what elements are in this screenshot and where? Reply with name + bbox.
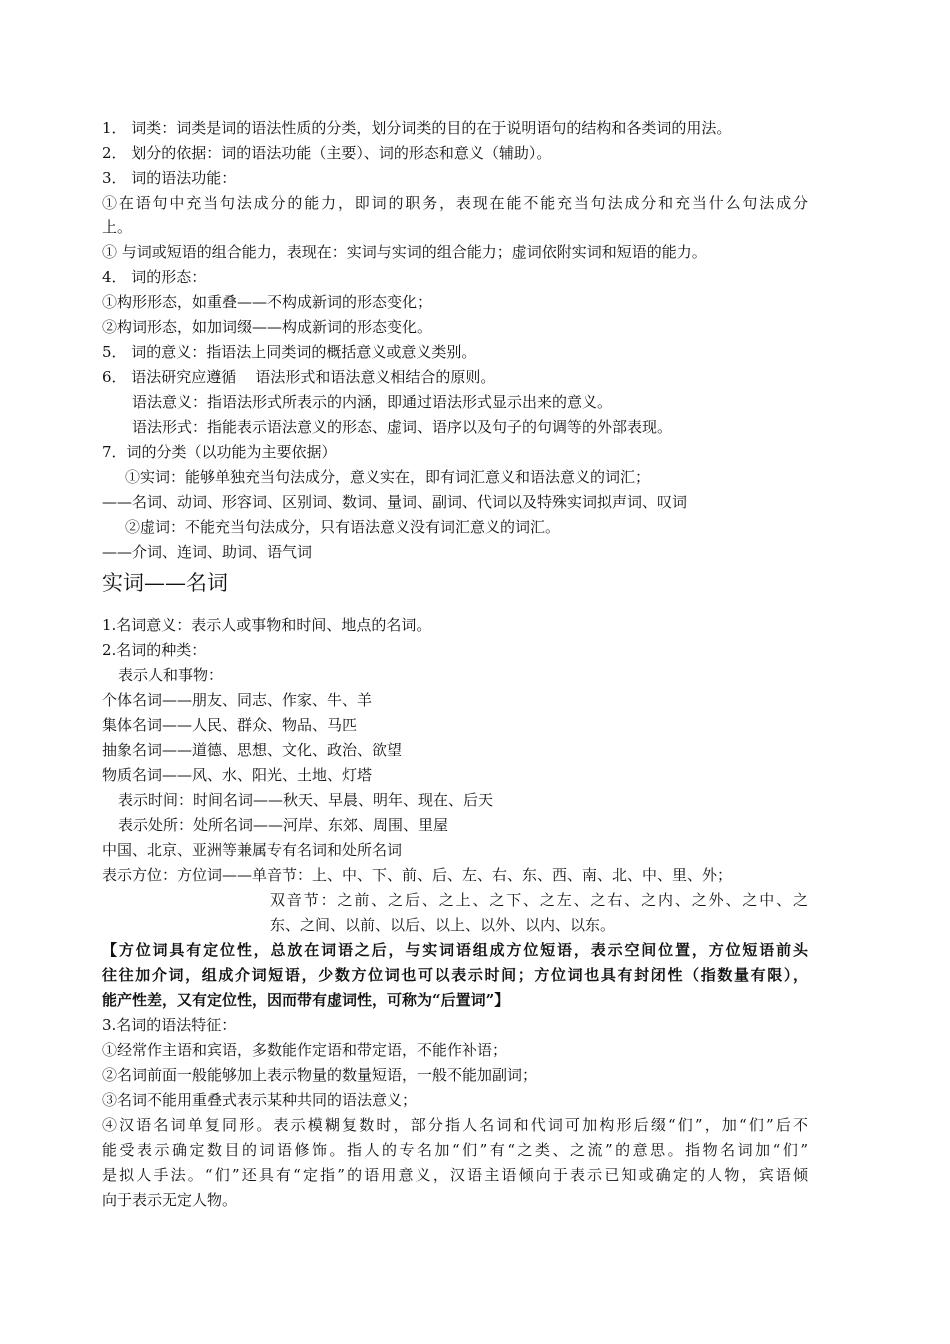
line-feature-4-cont-3: 向于表示无定人物。 <box>102 1191 238 1209</box>
line-feature-4-cont-2: 是拟人手法。“们”还具有“定指”的语用意义，汉语主语倾向于表示已知或确定的人物，宾语倾 <box>102 1166 808 1184</box>
line-grammatical-meaning: 语法意义：指语法形式所表示的内涵，即通过语法形式显示出来的意义。 <box>132 393 613 411</box>
line-grammatical-form: 语法形式：指能表示语法意义的形态、虚词、语序以及句子的句调等的外部表现。 <box>132 418 673 436</box>
note-locative-line-2: 往往加介词，组成介词短语，少数方位词也可以表示时间；方位词也具有封闭性（指数量有限）， <box>102 966 808 984</box>
note-locative-line-3: 能产性差，又有定位性，因而带有虚词性，可称为“后置词”】 <box>102 991 510 1009</box>
section-heading-nouns: 实词——名词 <box>102 571 228 595</box>
line-noun-features: 3.名词的语法特征： <box>102 1016 237 1034</box>
line-feature-4: ④汉语名词单复同形。表示模糊复数时，部分指人名词和代词可加构形后缀“们”，加“们”后不 <box>102 1116 808 1134</box>
line-content-words: ①实词：能够单独充当句法成分，意义实在，即有词汇意义和语法意义的词汇； <box>125 468 651 486</box>
line-word-classification: 7．词的分类（以功能为主要依据） <box>102 443 337 461</box>
line-feature-2: ②名词前面一般能够加上表示物量的数量短语，一般不能加副词； <box>102 1066 538 1084</box>
line-grammatical-function: 3． 词的语法功能： <box>102 169 237 187</box>
note-locative-line-1: 【方位词具有定位性，总放在词语之后，与实词语组成方位短语，表示空间位置，方位短语前头 <box>102 941 808 959</box>
line-collective-nouns: 集体名词——人民、群众、物品、马匹 <box>102 716 358 734</box>
line-form-item-2: ②构词形态，如加词缀——构成新词的形态变化。 <box>102 318 433 336</box>
line-feature-4-cont-1: 能受表示确定数目的词语修饰。指人的专名加“们”有“之类、之流”的意思。指物名词加“们” <box>102 1141 808 1159</box>
line-locative-monosyllabic: 表示方位：方位词——单音节：上、中、下、前、后、左、右、东、西、南、北、中、里、外； <box>102 866 733 884</box>
line-classification-basis: 2． 划分的依据：词的语法功能（主要）、词的形态和意义（辅助）。 <box>102 144 552 162</box>
line-noun-meaning: 1.名词意义：表示人或事物和时间、地点的名词。 <box>102 616 432 634</box>
line-content-words-list: ——名词、动词、形容词、区别词、数词、量词、副词、代词以及特殊实词拟声词、叹词 <box>102 493 688 511</box>
line-material-nouns: 物质名词——风、水、阳光、土地、灯塔 <box>102 766 373 784</box>
line-function-item-2: ① 与词或短语的组合能力，表现在：实词与实词的组合能力；虚词依附实词和短语的能力。 <box>102 243 707 261</box>
line-form-item-1: ①构形形态，如重叠——不构成新词的形态变化； <box>102 293 433 311</box>
line-function-words: ②虚词：不能充当句法成分，只有语法意义没有词汇意义的词汇。 <box>125 518 561 536</box>
line-word-class-definition: 1． 词类：词类是词的语法性质的分类，划分词类的目的在于说明语句的结构和各类词的用法。 <box>102 119 732 137</box>
line-word-meaning: 5． 词的意义：指语法上同类词的概括意义或意义类别。 <box>102 343 477 361</box>
line-locative-disyllabic-cont: 东、之间、以前、以后、以上、以外、以内、以东。 <box>270 916 616 934</box>
line-time-nouns: 表示时间：时间名词——秋天、早晨、明年、现在、后天 <box>118 791 494 809</box>
line-people-things: 表示人和事物： <box>118 666 224 684</box>
line-feature-1: ①经常作主语和宾语，多数能作定语和带定语，不能作补语； <box>102 1041 508 1059</box>
line-feature-3: ③名词不能用重叠式表示某种共同的语法意义； <box>102 1091 418 1109</box>
line-word-form: 4． 词的形态： <box>102 268 207 286</box>
line-function-item-1: ①在语句中充当句法成分的能力，即词的职务，表现在能不能充当句法成分和充当什么句法成分 <box>102 194 808 212</box>
line-individual-nouns: 个体名词——朋友、同志、作家、牛、羊 <box>102 691 373 709</box>
line-abstract-nouns: 抽象名词——道德、思想、文化、政治、欲望 <box>102 741 403 759</box>
line-proper-place-nouns: 中国、北京、亚洲等兼属专有名词和处所名词 <box>102 841 403 859</box>
line-place-nouns: 表示处所：处所名词——河岸、东郊、周围、里屋 <box>118 816 449 834</box>
line-function-words-list: ——介词、连词、助词、语气词 <box>102 543 313 561</box>
line-noun-types: 2.名词的种类： <box>102 641 207 659</box>
line-locative-disyllabic: 双音节：之前、之后、之上、之下、之左、之右、之内、之外、之中、之 <box>270 891 808 909</box>
line-research-principle: 6． 语法研究应遵循 语法形式和语法意义相结合的原则。 <box>102 368 496 386</box>
line-function-item-1-cont: 上。 <box>102 218 133 236</box>
